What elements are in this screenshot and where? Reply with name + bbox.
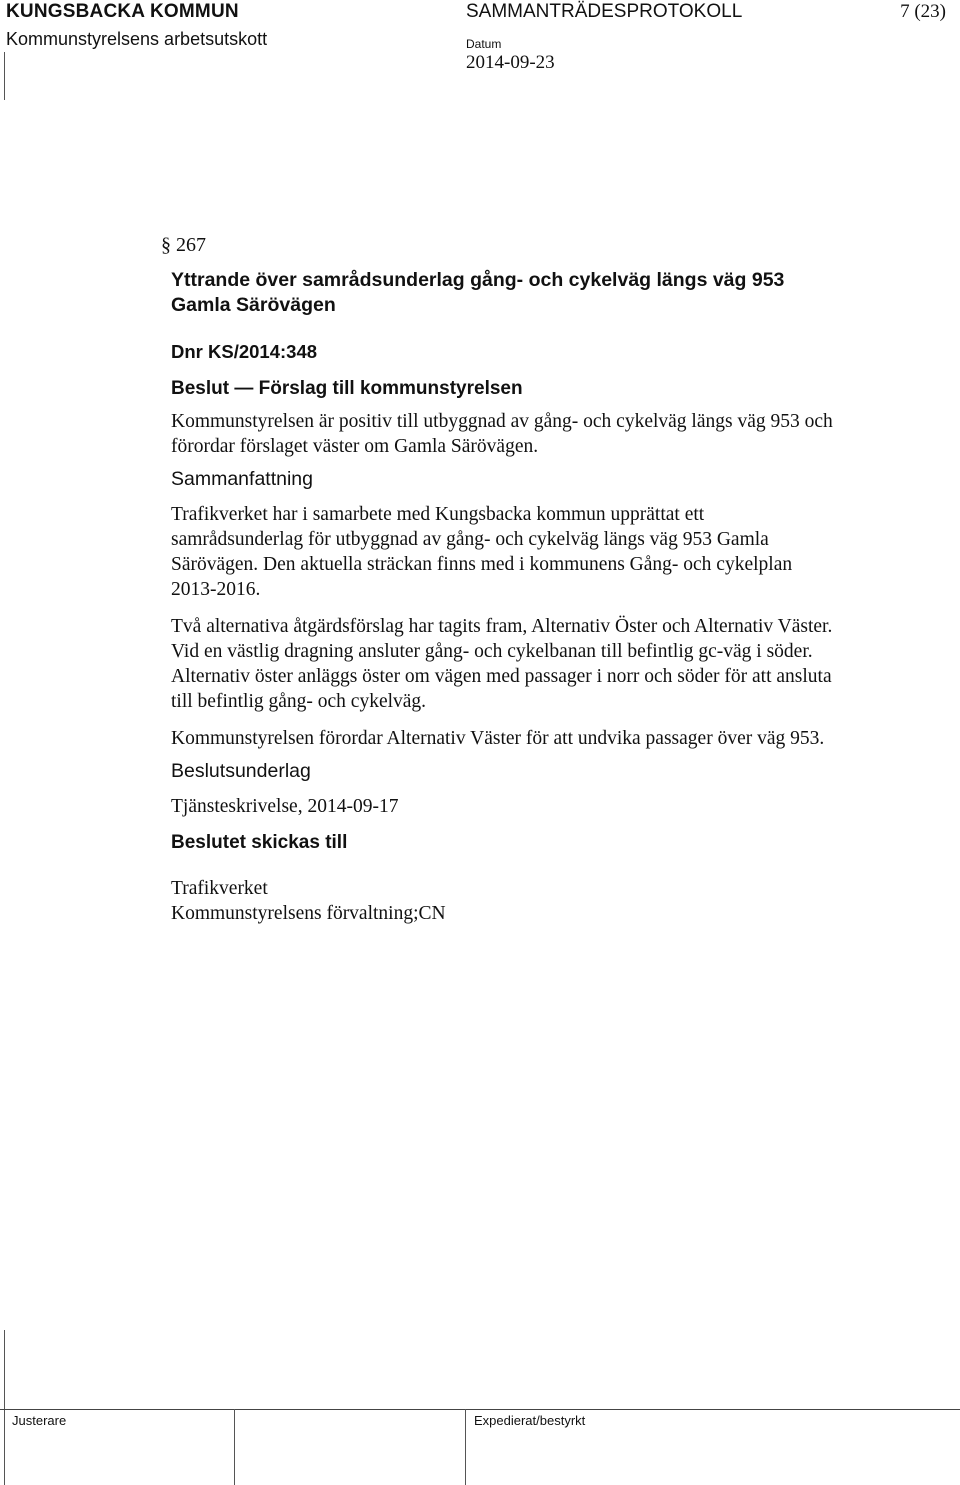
text-line: Vid en västlig dragning ansluter gång- och cykelbanan till befintlig gc-väg i söder. (171, 641, 813, 662)
meeting-date: 2014-09-23 (466, 52, 555, 73)
summary-paragraph-1 (171, 502, 941, 602)
margin-rule-top (4, 52, 5, 100)
footer-rule (0, 1409, 960, 1410)
item-title (171, 268, 941, 318)
recipient-item: Trafikverket (171, 878, 268, 899)
text-line: till befintlig gång- och cykelväg. (171, 691, 427, 712)
summary-paragraph-3 (171, 726, 941, 751)
text-line: samrådsunderlag för utbyggnad av gång- och cykelväg längs väg 953 Gamla (171, 529, 769, 550)
text-line: Alternativ öster anläggs öster om vägen med passager i norr och söder för att ansluta (171, 666, 832, 687)
footer-divider (234, 1409, 235, 1485)
text-line: Trafikverket har i samarbete med Kungsbacka kommun upprättat ett (171, 504, 705, 525)
dispatched-label: Expedierat/bestyrkt (474, 1413, 586, 1428)
text-line: Två alternativa åtgärdsförslag har tagits fram, Alternativ Öster och Alternativ Väster. (171, 616, 833, 637)
item-title-line: Gamla Särövägen (171, 294, 336, 316)
organization-name: KUNGSBACKA KOMMUN (6, 1, 239, 22)
text-line: Kommunstyrelsen är positiv till utbyggnad av gång- och cykelväg längs väg 953 och (171, 411, 833, 432)
footer-divider (465, 1409, 466, 1485)
document-type: SAMMANTRÄDESPROTOKOLL (466, 1, 743, 22)
summary-paragraph-2 (171, 614, 941, 714)
margin-rule-bottom (4, 1330, 5, 1485)
text-line: förordar förslaget väster om Gamla Särövägen. (171, 436, 539, 457)
basis-heading: Beslutsunderlag (171, 760, 311, 782)
adjuster-label: Justerare (12, 1413, 67, 1428)
recipients-heading: Beslutet skickas till (171, 832, 348, 853)
decision-text (171, 409, 941, 459)
summary-heading: Sammanfattning (171, 468, 313, 490)
text-line: Särövägen. Den aktuella sträckan finns med i kommunens Gång- och cykelplan (171, 554, 793, 575)
board-name: Kommunstyrelsens arbetsutskott (6, 29, 268, 49)
paragraph-number: § 267 (161, 234, 206, 256)
basis-item: Tjänsteskrivelse, 2014-09-17 (171, 796, 399, 817)
basis-list (171, 794, 941, 819)
registry-number: Dnr KS/2014:348 (171, 341, 318, 362)
page-number: 7 (23) (900, 1, 946, 22)
item-title-line: Yttrande över samrådsunderlag gång- och cykelväg längs väg 953 (171, 269, 785, 291)
text-line: Kommunstyrelsen förordar Alternativ Väster för att undvika passager över väg 953. (171, 728, 825, 749)
decision-heading: Beslut — Förslag till kommunstyrelsen (171, 378, 523, 399)
text-line: 2013-2016. (171, 579, 261, 600)
date-label: Datum (466, 37, 502, 51)
recipient-item: Kommunstyrelsens förvaltning;CN (171, 903, 446, 924)
minutes-item (161, 232, 941, 926)
recipients-list (171, 876, 941, 926)
